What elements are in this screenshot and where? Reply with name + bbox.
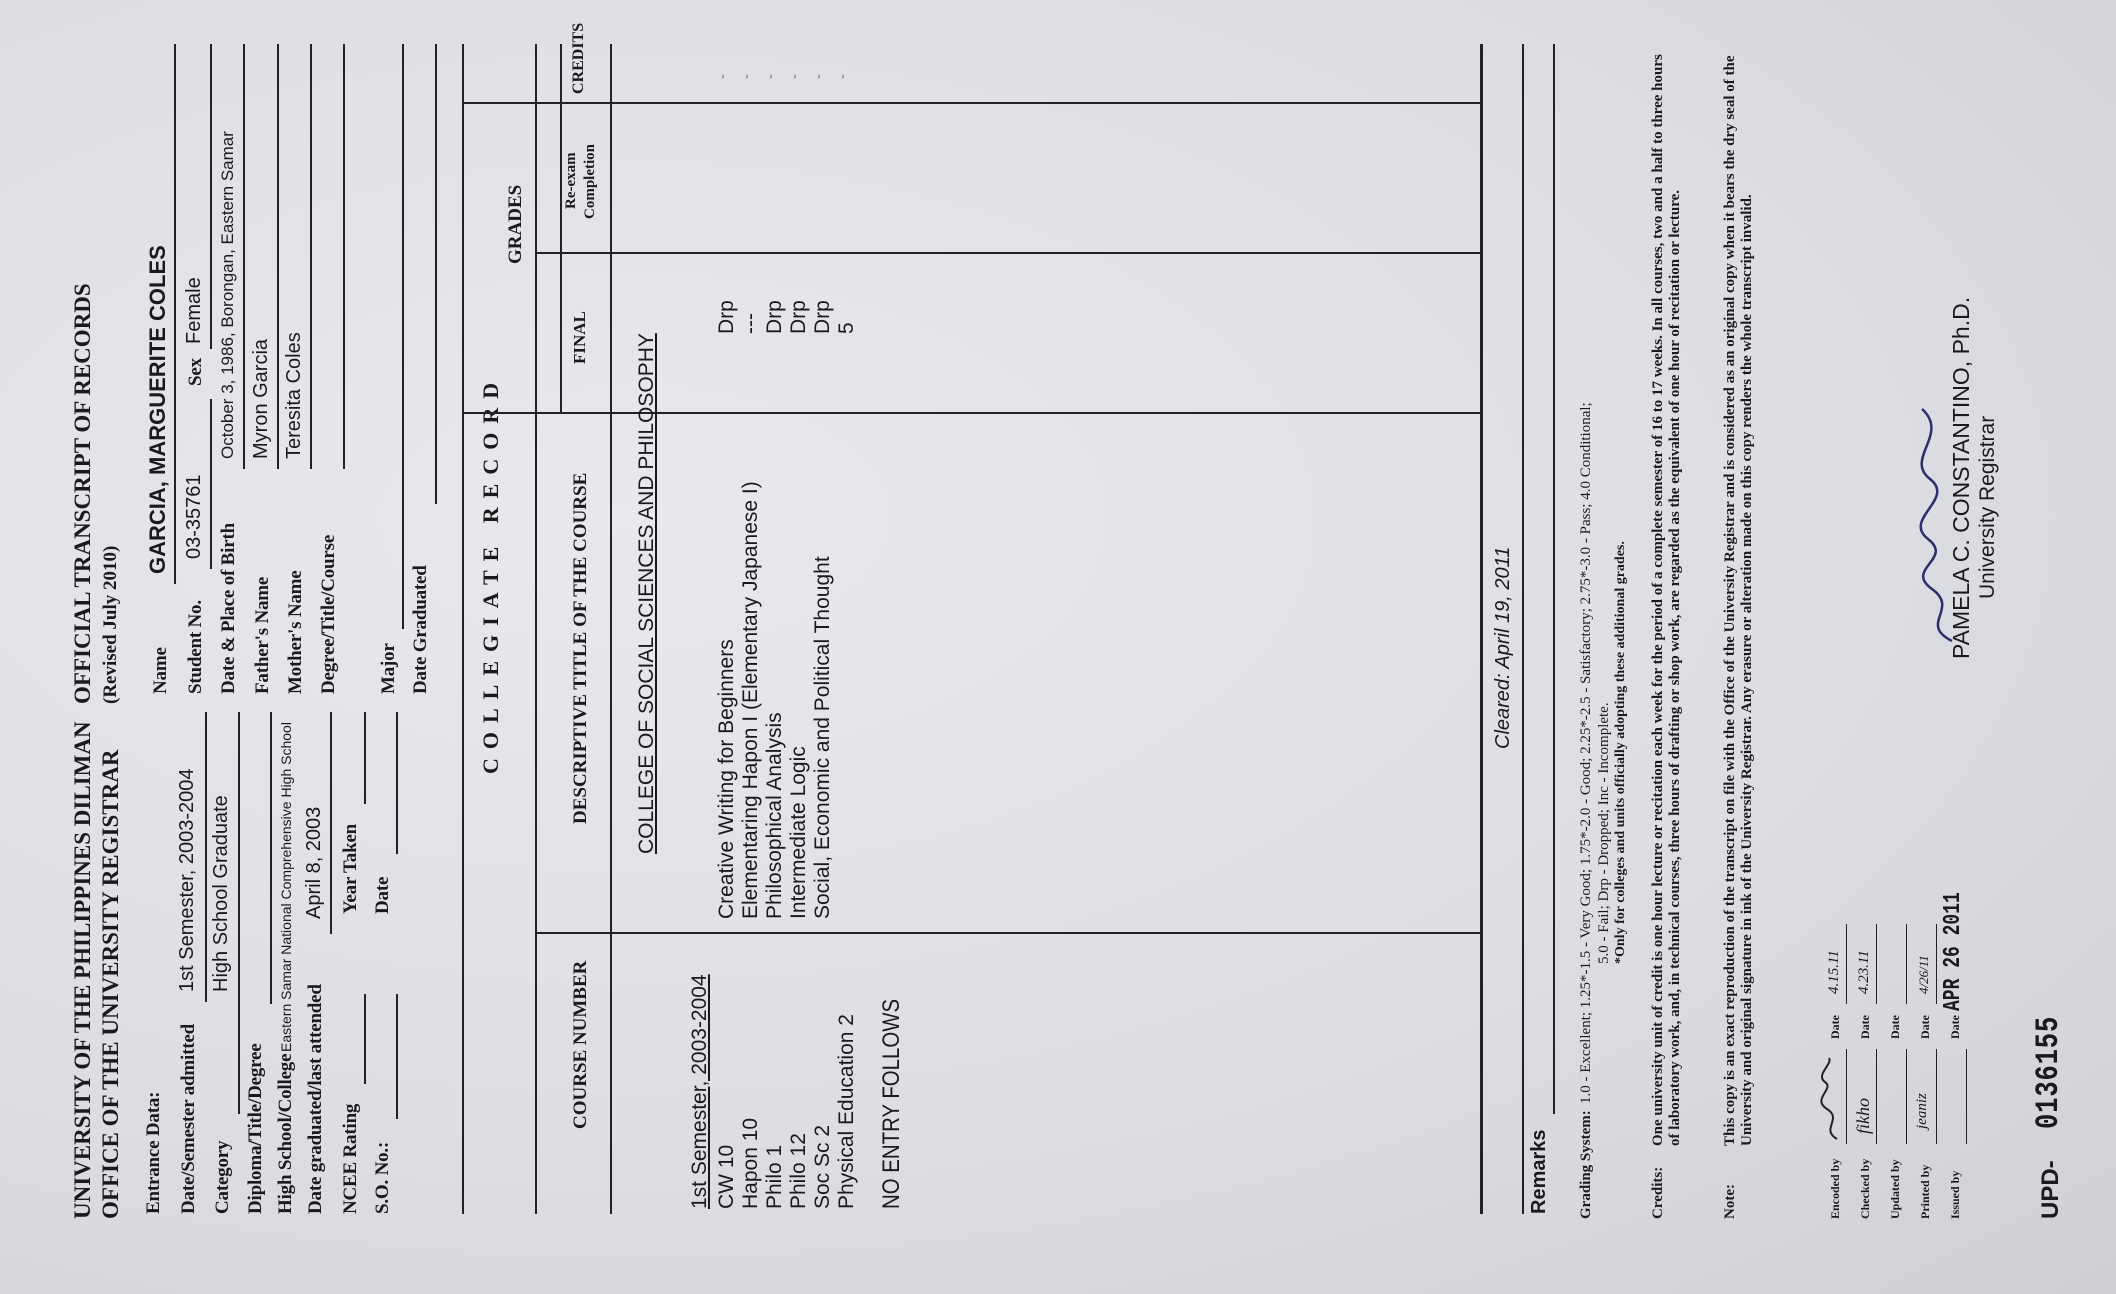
collegiate-record-title: COLLEGIATE RECORD xyxy=(478,373,503,774)
office-name: OFFICE OF THE UNIVERSITY REGISTRAR xyxy=(98,749,123,1219)
registrar-title: University Registrar xyxy=(1976,415,1999,599)
encoded-signature xyxy=(1815,1054,1847,1144)
course-title: Social, Economic and Political Thought xyxy=(811,556,834,919)
course-title: Intermediate Logic xyxy=(787,746,810,919)
encoded-by-label: Encoded by xyxy=(1828,1158,1842,1219)
printed-by-value: jeaniz xyxy=(1914,1093,1930,1129)
credits-text: One university unit of credit is one hour lecture or recitation each week for the period of a complete semester of 16 to 17 weeks. In all courses, two and a half to three hours of laboratory work, and, in technical courses, three hours of drafting or shop work, are regarded as the equivalent of one hour of recitation or lecture. xyxy=(1650,54,1683,1146)
student-name: GARCIA, MARGUERITE COLES xyxy=(145,245,170,574)
revised-date: (Revised July 2010) xyxy=(100,545,121,704)
course-final-grade: --- xyxy=(739,313,762,334)
course-number: Philo 1 xyxy=(763,1144,786,1209)
student-number-value: 03-35761 xyxy=(183,474,205,559)
course-credits: - xyxy=(715,74,730,79)
course-credits: - xyxy=(739,74,754,79)
university-name: UNIVERSITY OF THE PHILIPPINES DILIMAN xyxy=(70,721,95,1219)
course-final-grade: Drp xyxy=(715,300,738,334)
course-final-grade: Drp xyxy=(811,300,834,334)
course-title: Elementaring Hapon I (Elementary Japanese I) xyxy=(739,481,762,919)
course-number: Physical Education 2 xyxy=(835,1014,858,1209)
mother-name-value: Teresita Coles xyxy=(283,332,305,459)
grading-system-line3: *Only for colleges and units officially adopting these additional grades. xyxy=(1613,541,1628,964)
printed-by-label: Printed by xyxy=(1918,1164,1932,1219)
encoded-date: 4.15.11 xyxy=(1826,950,1842,994)
issued-by-label: Issued by xyxy=(1948,1170,1962,1219)
encoded-date-label: Date xyxy=(1828,1015,1842,1039)
updated-by-label: Updated by xyxy=(1888,1159,1902,1219)
mother-name-label: Mother's Name xyxy=(285,570,306,694)
course-number-header: COURSE NUMBER xyxy=(570,960,591,1129)
college-name: COLLEGE OF SOCIAL SCIENCES AND PHILOSOPHY xyxy=(635,333,658,854)
course-final-grade: Drp xyxy=(763,300,786,334)
checked-date: 4.23.11 xyxy=(1856,950,1872,994)
date-graduated-student-label: Date Graduated xyxy=(410,565,431,694)
checked-date-label: Date xyxy=(1858,1015,1872,1039)
major-label: Major xyxy=(378,643,399,694)
credits-header: CREDITS xyxy=(570,22,587,94)
document-title: OFFICIAL TRANSCRIPT OF RECORDS xyxy=(70,283,95,704)
ncee-rating-label: NCEE Rating xyxy=(340,1103,361,1214)
course-credits: - xyxy=(835,74,850,79)
note-label: Note: xyxy=(1722,1184,1738,1219)
course-number: Soc Sc 2 xyxy=(811,1124,834,1209)
date-graduated-value: April 8, 2003 xyxy=(303,806,325,919)
so-number-label: S.O. No.: xyxy=(372,1141,393,1214)
course-final-grade: 5 xyxy=(835,322,858,334)
issued-date-stamp: APR 26 2011 xyxy=(1940,892,1967,1011)
course-final-grade: Drp xyxy=(787,300,810,334)
course-number: Philo 12 xyxy=(787,1133,810,1209)
course-title: Philosophical Analysis xyxy=(763,712,786,919)
checked-by-label: Checked by xyxy=(1858,1158,1872,1219)
date-graduated-label: Date graduated/last attended xyxy=(305,984,326,1214)
course-credits: - xyxy=(811,74,826,79)
student-number-label: Student No. xyxy=(185,600,206,694)
category-label: Category xyxy=(212,1140,233,1214)
cleared-date: Cleared: April 19, 2011 xyxy=(1492,546,1514,749)
course-title: Creative Writing for Beginners xyxy=(715,639,738,919)
name-label: Name xyxy=(150,647,171,694)
course-number: CW 10 xyxy=(715,1144,738,1209)
category-value: High School Graduate xyxy=(210,795,232,992)
grades-header: GRADES xyxy=(505,184,526,264)
grading-system-label: Grading System: xyxy=(1578,1110,1594,1219)
registrar-name: PAMELA C. CONSTANTINO, Ph.D. xyxy=(1948,296,1974,659)
diploma-label: Diploma/Title/Degree xyxy=(245,1043,266,1214)
degree-label: Degree/Title/Course xyxy=(318,534,339,694)
updated-date: 4/26/11 xyxy=(1916,955,1931,994)
updated-date-label: Date xyxy=(1888,1015,1902,1039)
father-name-label: Father's Name xyxy=(252,576,273,694)
course-title-header: DESCRIPTIVE TITLE OF THE COURSE xyxy=(570,472,591,824)
sex-label: Sex xyxy=(185,358,206,386)
semester-label: 1st Semester, 2003-2004 xyxy=(688,974,711,1209)
control-number: 0136155 xyxy=(2030,1015,2067,1129)
completion-header: Completion xyxy=(582,144,598,219)
printed-date-label: Date xyxy=(1918,1015,1932,1039)
birth-label: Date & Place of Birth xyxy=(218,523,239,694)
so-date-label: Date xyxy=(372,876,393,914)
credits-label: Credits: xyxy=(1650,1166,1666,1219)
high-school-label: High School/College xyxy=(275,1053,296,1214)
checked-initials: fikho xyxy=(1853,1098,1873,1134)
high-school-value: Eastern Samar National Comprehensive High School xyxy=(278,722,294,1052)
course-number: Hapon 10 xyxy=(739,1117,762,1209)
issued-date-label: Date xyxy=(1948,1015,1962,1039)
control-number-prefix: UPD- xyxy=(2037,1160,2064,1219)
course-credits: - xyxy=(787,74,802,79)
sex-value: Female xyxy=(183,277,205,344)
note-text: This copy is an exact reproduction of the transcript on file with the Office of the University Registrar and is considered as an original copy when it bears the dry seal of the University and original signature in ink of the University Registrar. Any erasure or alteration made on this copy renders the whole transcript invalid. xyxy=(1722,55,1755,1146)
no-entry-follows: NO ENTRY FOLLOWS xyxy=(878,998,905,1209)
course-credits: - xyxy=(763,74,778,79)
grading-system-line1: 1.0 - Excellent; 1.25*-1.5 - Very Good; 1.75*-2.0 - Good; 2.25*-2.5 - Satisfactory; 2.75*-3.0 - Pass; 4.0 Conditional; xyxy=(1578,402,1594,1104)
birth-value: October 3, 1986, Borongan, Eastern Samar xyxy=(218,131,237,459)
final-header: FINAL xyxy=(570,311,589,364)
date-semester-value: 1st Semester, 2003-2004 xyxy=(176,768,198,992)
year-taken-label: Year Taken xyxy=(340,823,361,914)
grading-system-line2: 5.0 - Fail; Drp - Dropped; Inc - Incomplete. xyxy=(1596,702,1612,964)
remarks-label: Remarks xyxy=(1528,1129,1550,1214)
date-semester-label: Date/Semester admitted xyxy=(178,1024,199,1214)
father-name-value: Myron Garcia xyxy=(250,338,272,459)
entrance-data-label: Entrance Data: xyxy=(143,1091,164,1214)
reexam-header: Re-exam xyxy=(563,152,579,209)
